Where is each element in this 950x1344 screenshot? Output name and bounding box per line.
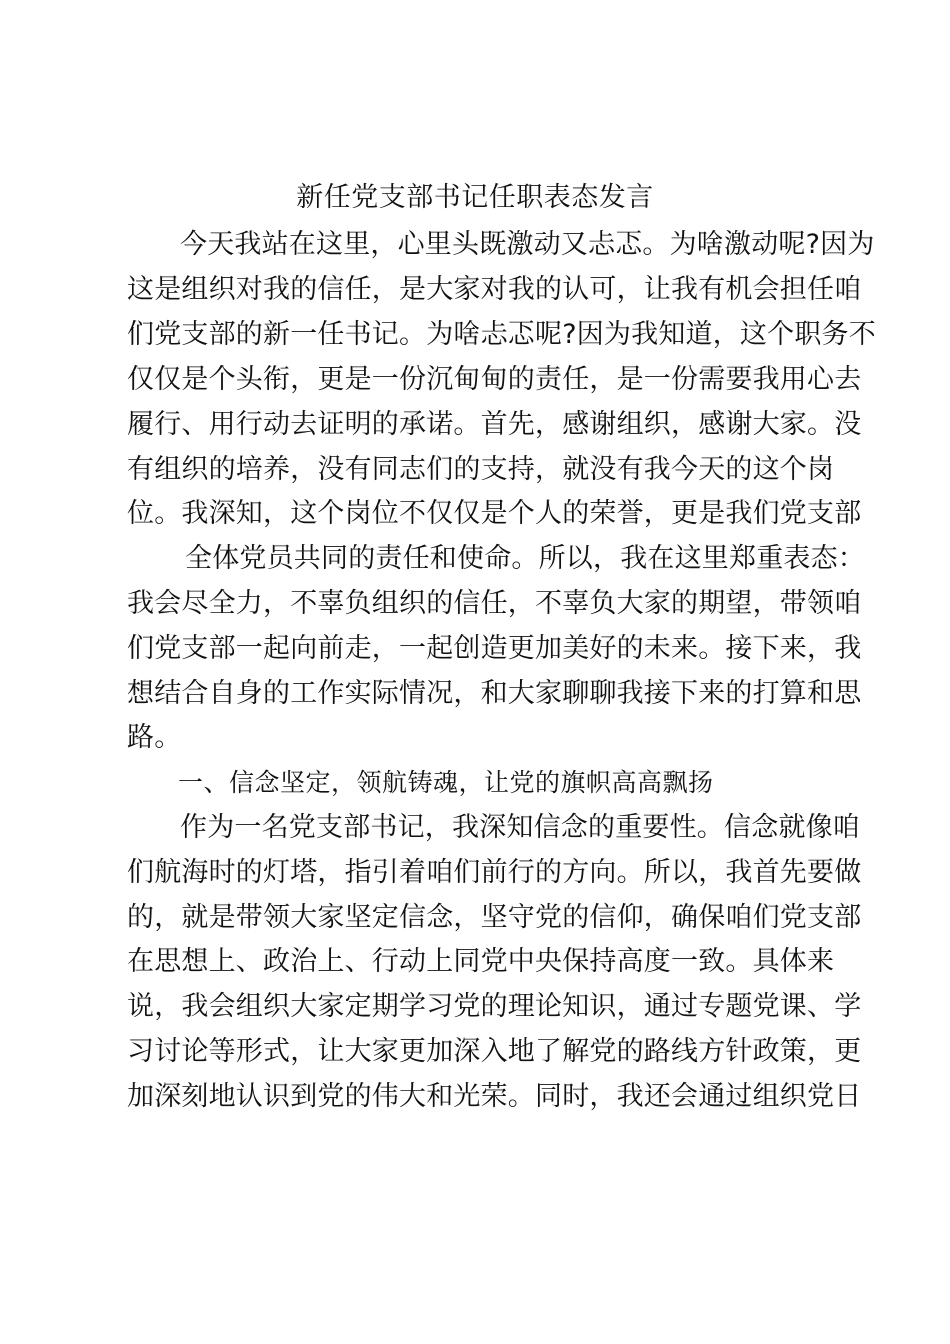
document-title: 新任党支部书记任职表态发言 [296, 182, 654, 213]
paragraph-line: 想结合自身的工作实际情况，和大家聊聊我接下来的打算和思 [127, 678, 862, 709]
paragraph-line: 今天我站在这里，心里头既激动又忐忑。为啥激动呢?因为 [180, 229, 875, 260]
paragraph-line: 路。 [127, 722, 182, 753]
paragraph-line: 仅仅是个头衔，更是一份沉甸甸的责任，是一份需要我用心去 [127, 364, 862, 395]
paragraph-line: 全体党员共同的责任和使命。所以，我在这里郑重表态： [185, 543, 865, 574]
paragraph-line: 在思想上、政治上、行动上同党中央保持高度一致。具体来 [127, 946, 835, 977]
paragraph-line: 们党支部一起向前走，一起创造更加美好的未来。接下来，我 [127, 633, 862, 664]
paragraph-line: 有组织的培养，没有同志们的支持，就没有我今天的这个岗 [127, 454, 835, 485]
paragraph-line: 习讨论等形式，让大家更加深入地了解党的路线方针政策，更 [127, 1036, 862, 1067]
paragraph-line: 作为一名党支部书记，我深知信念的重要性。信念就像咱 [180, 812, 860, 843]
paragraph-line: 我会尽全力，不辜负组织的信任，不辜负大家的期望，带领咱 [127, 588, 862, 619]
paragraph-line: 们党支部的新一任书记。为啥忐忑呢?因为我知道，这个职务不 [127, 319, 876, 350]
section-heading: 一、信念坚定，领航铸魂，让党的旗帜高高飘扬 [178, 768, 714, 797]
paragraph-line: 这是组织对我的信任，是大家对我的认可，让我有机会担任咱 [127, 274, 862, 305]
paragraph-line: 说，我会组织大家定期学习党的理论知识，通过专题党课、学 [127, 991, 862, 1022]
paragraph-line: 履行、用行动去证明的承诺。首先，感谢组织，感谢大家。没 [127, 409, 862, 440]
paragraph-line: 加深刻地认识到党的伟大和光荣。同时，我还会通过组织党日 [127, 1081, 862, 1112]
paragraph-line: 们航海时的灯塔，指引着咱们前行的方向。所以，我首先要做 [127, 857, 862, 888]
paragraph-line: 位。我深知，这个岗位不仅仅是个人的荣誉，更是我们党支部 [127, 498, 862, 529]
paragraph-line: 的，就是带领大家坚定信念，坚守党的信仰，确保咱们党支部 [127, 902, 862, 933]
